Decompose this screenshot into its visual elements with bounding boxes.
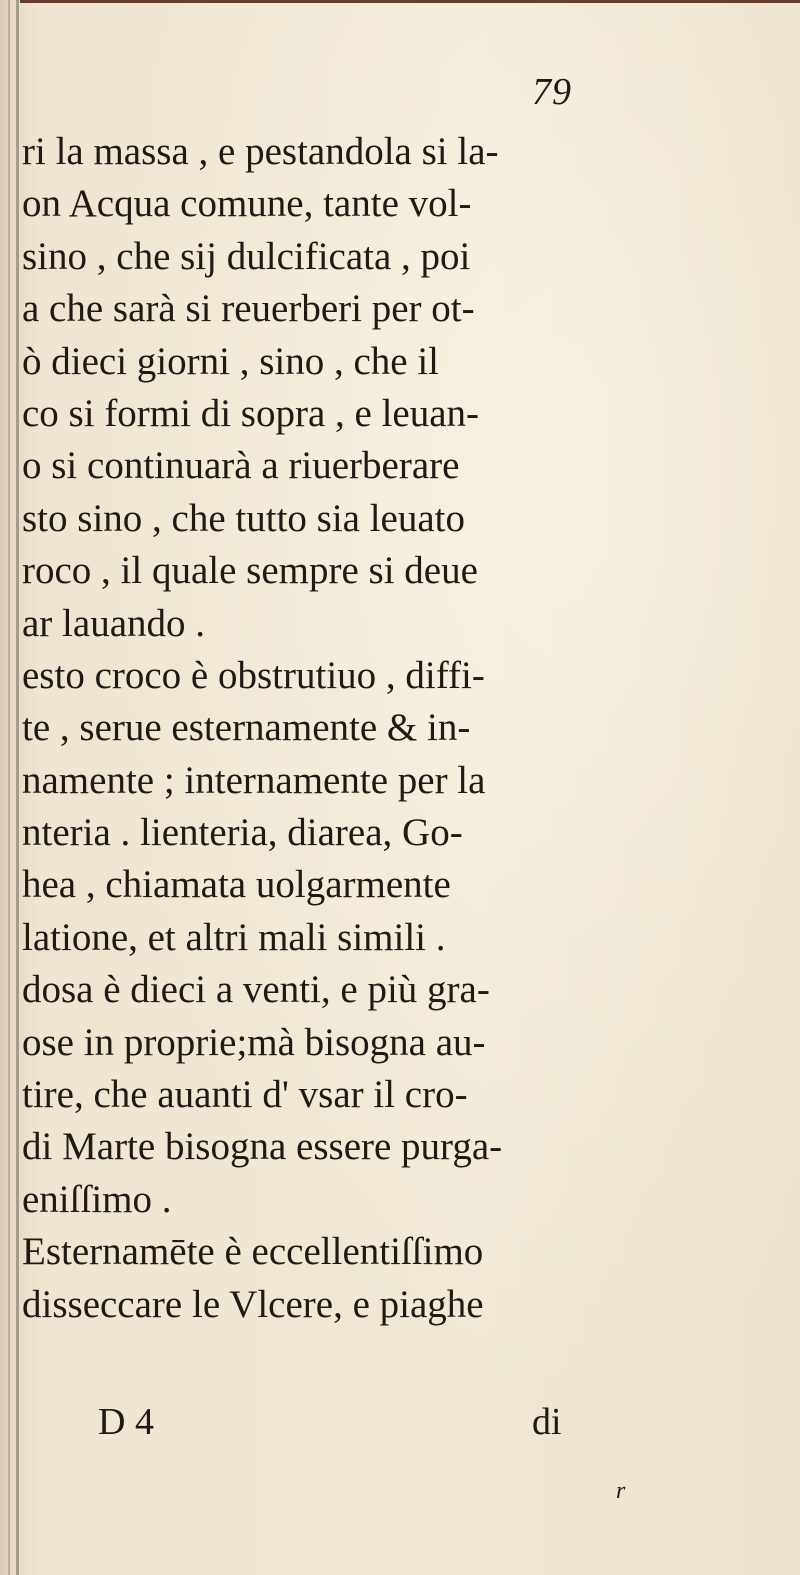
stray-ink-mark: r	[616, 1478, 626, 1504]
text-line: latione, et altri mali simili .	[22, 915, 446, 959]
text-line: namente ; internamente per la	[22, 758, 486, 802]
text-line: co si formi di sopra , e leuan-	[22, 391, 480, 435]
page-top-edge	[20, 0, 800, 3]
text-line: ò dieci giorni , sino , che il	[22, 339, 440, 383]
page-binding-line	[16, 0, 19, 1575]
text-line: o si continuarà a riuerberare	[22, 444, 460, 488]
text-line: sto sino , che tutto sia leuato	[22, 496, 466, 540]
text-line: tire, che auanti d' vsar il cro-	[22, 1073, 468, 1117]
text-line: ar lauando .	[22, 601, 206, 645]
text-line: Esternamēte è eccellentiſſimo	[22, 1230, 484, 1274]
signature-mark: D 4	[98, 1401, 154, 1443]
text-line: esto croco è obstrutiuo , diffi-	[22, 653, 485, 697]
catchword: di	[532, 1401, 562, 1443]
text-line: disseccare le Vlcere, e piaghe	[22, 1282, 484, 1326]
text-line: ose in proprie;mà bisogna au-	[22, 1020, 486, 1064]
text-line: eniſſimo .	[22, 1177, 172, 1221]
text-line: hea , chiamata uolgarmente	[22, 863, 451, 907]
text-line: roco , il quale sempre si deue	[22, 549, 478, 593]
text-line: ri la massa , e pestandola si la-	[22, 130, 499, 173]
text-line: nteria . lienteria, diarea, Go-	[22, 811, 463, 855]
page-gutter-edge	[8, 0, 10, 1575]
page-number: 79	[532, 71, 572, 113]
text-line: on Acqua comune, tante vol-	[22, 182, 472, 226]
text-line: te , serue esternamente & in-	[22, 706, 471, 750]
text-line: dosa è dieci a venti, e più gra-	[22, 968, 490, 1012]
body-text	[22, 126, 662, 1331]
text-line: a che sarà si reuerberi per ot-	[22, 287, 475, 331]
text-line: sino , che sij dulcificata , poi	[22, 234, 471, 278]
text-line: di Marte bisogna essere purga-	[22, 1125, 503, 1169]
